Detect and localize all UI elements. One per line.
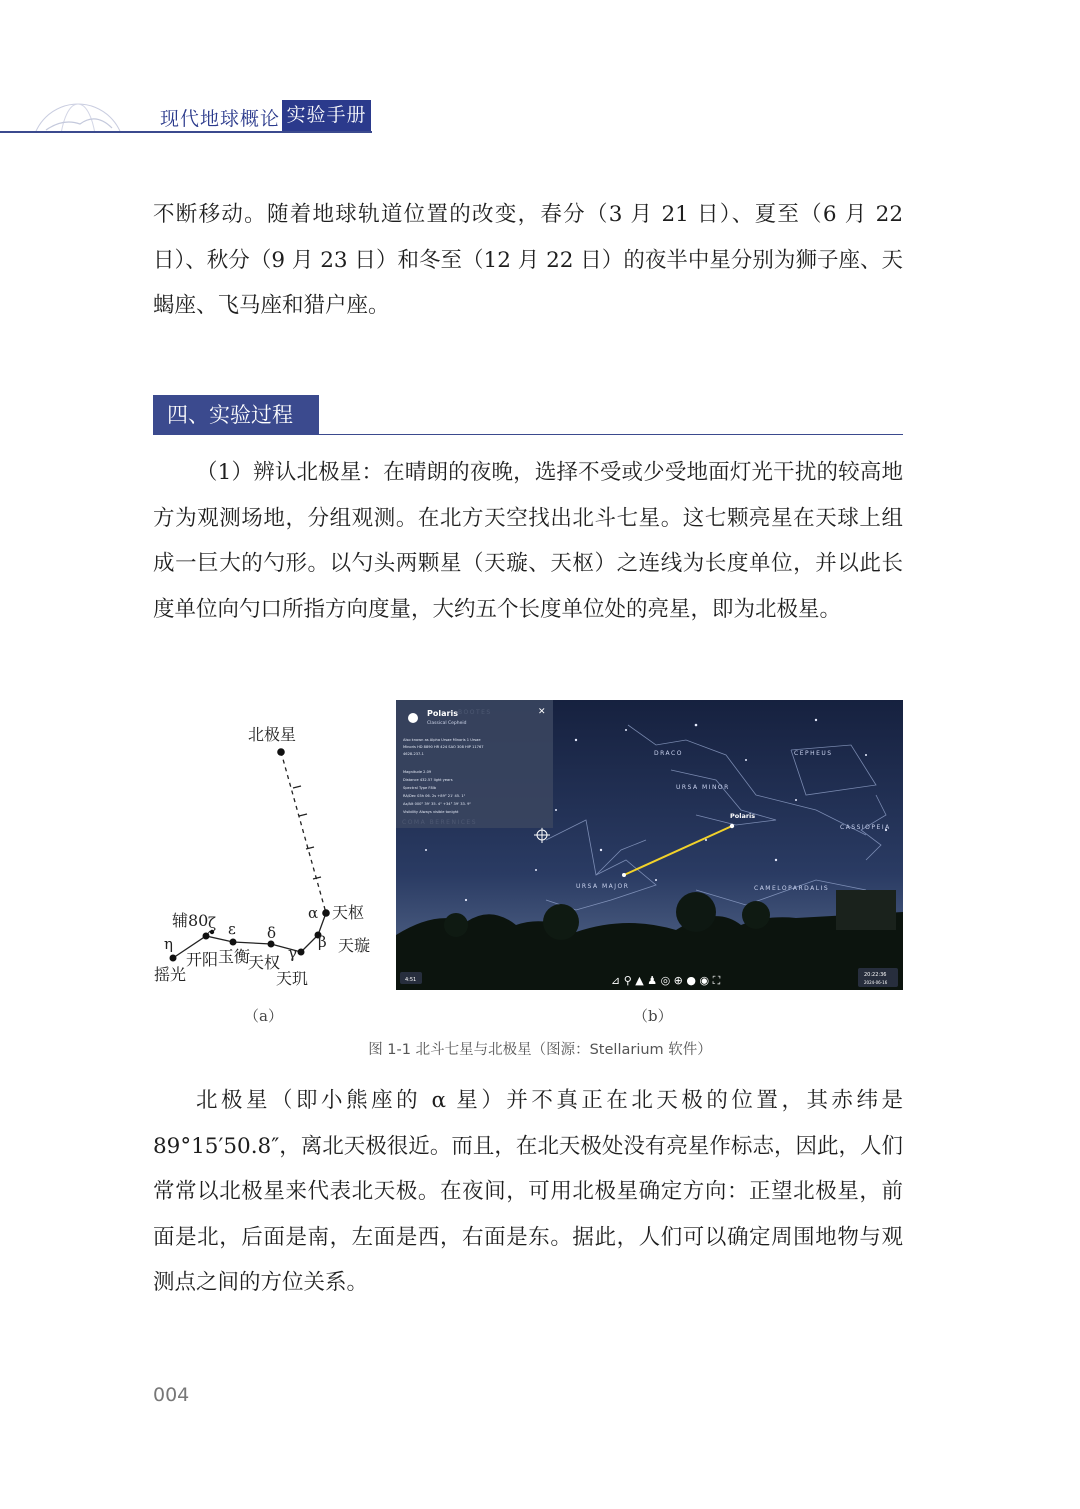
section-rule <box>153 434 903 435</box>
label-cassiopeia: CASSIOPEIA <box>840 824 891 831</box>
label-draco: DRACO <box>654 750 683 757</box>
star-yaoguang <box>170 955 177 962</box>
label-gamma: γ <box>288 944 297 962</box>
paragraph-polaris-steps: （1）辨认北极星：在晴朗的夜晚，选择不受或少受地面灯光干扰的较高地方为观测场地，分组观测。在北方天空找出北斗七星。这七颗亮星在天球上组成一巨大的勺形。以勺头两颗星（天璇、天枢）之连线为长度单位，并以此长度单位向勺口所指方向度量，大约五个长度单位处的亮星，即为北极星。 <box>153 460 903 622</box>
panel-subtitle: Classical Cepheid <box>427 721 467 726</box>
star-kaiyang <box>203 933 210 940</box>
label-alpha: α <box>308 904 319 922</box>
panel-row: Magnitude 2.09 <box>403 770 432 774</box>
label-tianshu: 天枢 <box>332 903 365 922</box>
paragraph-intro: 不断移动。随着地球轨道位置的改变，春分（3 月 21 日）、夏至（6 月 22 日）、秋分（9 月 23 日）和冬至（12 月 22 日）的夜半中星分别为狮子座、天蝎座、飞马座和猎户座。 <box>153 202 903 318</box>
label-yaoguang: 摇光 <box>154 965 187 984</box>
paragraph-polaris-direction: 北极星（即小熊座的 α 星）并不真正在北天极的位置，其赤纬是 89°15′50.8″，离北天极很近。而且，在北天极处没有亮星作标志，因此，人们常常以北极星来代表北天极。在夜间，可用北极星确定方向：正望北极星，前面是北，后面是南，左面是西，右面是东。据此，人们可以确定周围地物与观测点之间的方位关系。 <box>153 1088 903 1295</box>
star-label-polaris: Polaris <box>730 812 756 820</box>
figure-b-label: （b） <box>633 1007 673 1025</box>
label-ursa-minor: URSA MINOR <box>676 784 730 791</box>
panel-title: Polaris <box>427 709 458 718</box>
star-yuheng <box>230 939 237 946</box>
label-delta: δ <box>267 924 277 942</box>
toolbar-icons <box>611 974 721 987</box>
big-dipper-diagram <box>150 715 390 1000</box>
section-heading: 四、实验过程 <box>153 395 319 435</box>
book-title: 现代地球概论 <box>160 108 281 130</box>
svg-text:⊿ ⚲ ▲ ♟ ◎ ⊕ ● ◉ ⛶: ⊿ ⚲ ▲ ♟ ◎ ⊕ ● ◉ ⛶ <box>611 974 721 987</box>
star-polaris <box>277 748 285 756</box>
time-left: 4:51 <box>405 977 417 983</box>
header-globe-decoration <box>28 100 128 133</box>
label-kaiyang: 开阳 <box>186 950 219 969</box>
panel-close-icon: ✕ <box>538 707 546 717</box>
date-right: 2024-06-16 <box>864 980 888 985</box>
panel-row: RA/Dec 03h 06. 2s +89° 21' 45. 1" <box>403 794 466 798</box>
panel-row: Also known as Alpha Ursae Minoris 1 Ursae <box>403 738 481 742</box>
label-tianquan: 天权 <box>248 953 281 972</box>
figure-caption: 图 1-1 北斗七星与北极星（图源：Stellarium 软件） <box>368 1042 712 1058</box>
label-polaris: 北极星 <box>248 725 297 744</box>
star-tianji <box>298 949 305 956</box>
header-rule <box>0 131 372 133</box>
manual-badge: 实验手册 <box>282 100 371 131</box>
label-fu80: 辅80 <box>172 911 209 930</box>
figure-a-label: （a） <box>244 1007 283 1025</box>
label-yuheng: 玉衡 <box>218 947 251 966</box>
time-right: 20:22:36 <box>864 972 887 978</box>
page-number: 004 <box>153 1384 190 1406</box>
pointer-line <box>281 752 326 913</box>
label-tianxuan: 天璇 <box>338 936 371 955</box>
label-camelopardalis: CAMELOPARDALIS <box>754 885 830 892</box>
label-cepheus: CEPHEUS <box>794 750 833 757</box>
panel-star-icon <box>408 713 418 723</box>
label-epsilon: ε <box>228 920 236 938</box>
panel-row: Spectral Type F8Ib <box>403 786 437 790</box>
panel-row: Minoris HD 8890 HR 424 SAO 308 HIP 11767 <box>403 745 484 749</box>
panel-row: Az/Alt 000° 39' 35. 4" +34° 39' 33. 9" <box>403 802 472 806</box>
panel-row: 4628-237-1 <box>403 752 424 756</box>
label-ursa-major: URSA MAJOR <box>576 883 630 890</box>
panel-row: Visibility Always visible tonight <box>403 810 459 814</box>
label-beta: β <box>318 933 327 951</box>
label-tianji: 天玑 <box>276 969 309 988</box>
star-tianshu <box>322 909 330 917</box>
stellarium-screenshot <box>396 700 903 990</box>
label-zeta: ζ <box>208 914 217 932</box>
panel-row: Distance 432.57 light years <box>403 778 453 782</box>
label-eta: η <box>164 935 173 953</box>
